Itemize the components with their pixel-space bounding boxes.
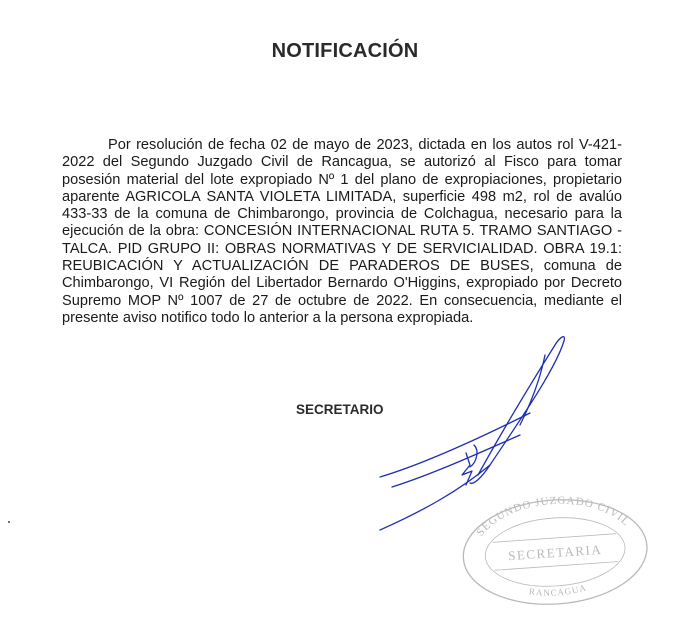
svg-text:SEGUNDO JUZGADO CIVIL [472, 490, 633, 539]
notification-body: Por resolución de fecha 02 de mayo de 2023, dictada en los autos rol V-421-2022 del Segundo Juzgado Civil de Rancagua, se autorizó al Fisco para tomar posesión material del lote expropiado Nº 1 del plano de expropiaciones, propietario aparente AGRICOLA SANTA VIOLETA LIMITADA, superficie 498 m2, rol de avalúo 433-33 de la comuna de Chimbarongo, provincia de Colchagua, necesario para la ejecución de la obra: CONCESIÓN INTERNACIONAL RUTA 5. TRAMO SANTIAGO - TALCA. PID GRUPO II: OBRAS NORMATIVAS Y DE SERVICIALIDAD. OBRA 19.1: REUBICACIÓN Y ACTUALIZACIÓN DE PARADEROS DE BUSES, comuna de Chimbarongo, VI Región del Libertador Bernardo O'Higgins, expropiado por Decreto Supremo MOP Nº 1007 de 27 de octubre de 2022. En consecuencia, mediante el presente aviso notifico todo lo anterior a la persona expropiada. [62, 137, 622, 326]
svg-text:RANCAGUA [528, 582, 588, 599]
signer-title: SECRETARIO [296, 402, 384, 417]
stamp-center-text: SECRETARIA [507, 541, 603, 564]
stamp-bottom-text: RANCAGUA [528, 582, 588, 598]
stamp-top-text: SEGUNDO JUZGADO CIVIL [474, 494, 633, 539]
stray-mark [8, 521, 10, 523]
court-stamp [455, 490, 655, 610]
page-title: NOTIFICACIÓN [271, 40, 419, 62]
